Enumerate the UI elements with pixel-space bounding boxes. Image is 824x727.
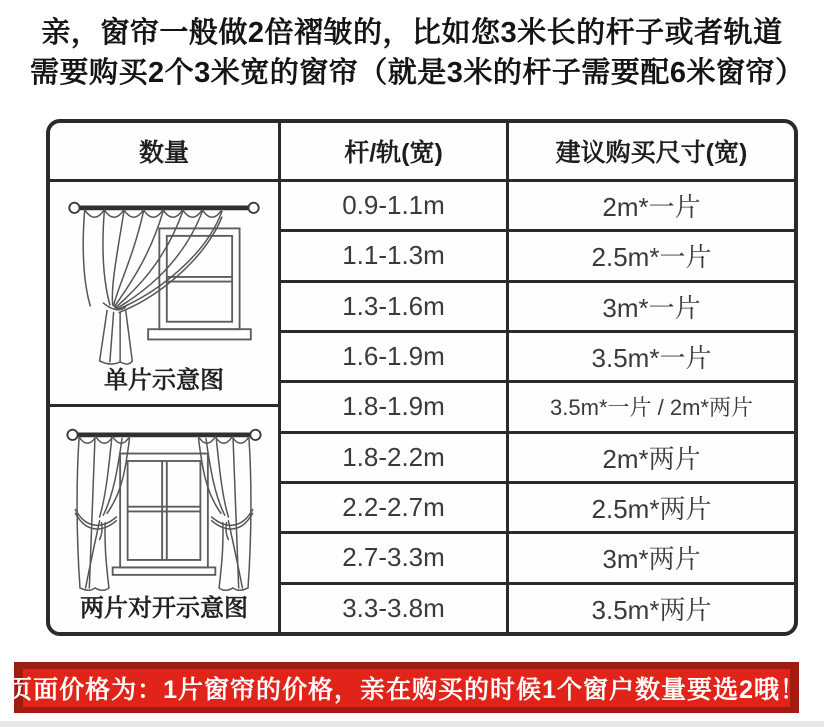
single-panel-cell bbox=[50, 182, 278, 407]
single-panel-curtain-drawing bbox=[66, 187, 262, 365]
rod-width-value: 2.7-3.3m bbox=[281, 534, 509, 581]
single-panel-label: 单片示意图 bbox=[104, 367, 224, 394]
suggested-size-value: 2m*两片 bbox=[602, 443, 701, 474]
double-panel-curtain-icon bbox=[56, 411, 272, 594]
header-rod-width: 杆/轨(宽) bbox=[281, 123, 509, 179]
table-row bbox=[281, 585, 794, 632]
table-header-row bbox=[50, 123, 794, 182]
rod-width-value: 2.2-2.7m bbox=[281, 484, 509, 531]
intro-text bbox=[30, 13, 805, 93]
rod-width-value: 1.1-1.3m bbox=[281, 232, 509, 279]
suggested-size-value: 2m*一片 bbox=[602, 192, 701, 223]
price-notice-text: 页面价格为：1片窗帘的价格，亲在购买的时候1个窗户数量要选2哦！ bbox=[7, 676, 806, 704]
table-row bbox=[281, 232, 794, 282]
rod-width-value: 3.3-3.8m bbox=[281, 585, 509, 632]
intro-line-1: 亲，窗帘一般做2倍褶皱的，比如您3米长的杆子或者轨道 bbox=[41, 17, 783, 49]
price-notice-banner-inner bbox=[7, 669, 806, 707]
suggested-size-value: 3m*一片 bbox=[602, 292, 701, 323]
header-suggested-size: 建议购买尺寸(宽) bbox=[555, 139, 748, 167]
table-body bbox=[50, 182, 794, 632]
rod-width-value: 1.3-1.6m bbox=[281, 283, 509, 330]
table-rows bbox=[281, 182, 794, 632]
suggested-size-value: 3m*两片 bbox=[602, 544, 701, 575]
double-panel-cell bbox=[50, 407, 278, 632]
bottom-edge-strip bbox=[0, 721, 824, 727]
table-row bbox=[281, 383, 794, 433]
single-panel-curtain-icon bbox=[56, 186, 272, 366]
rod-width-value: 0.9-1.1m bbox=[281, 182, 509, 229]
table-row bbox=[281, 484, 794, 534]
size-guide-table bbox=[46, 119, 798, 636]
table-row bbox=[281, 182, 794, 232]
intro-line-2: 需要购买2个3米宽的窗帘（就是3米的杆子需要配6米窗帘） bbox=[30, 57, 805, 89]
illustration-column bbox=[50, 182, 281, 632]
rod-width-value: 1.6-1.9m bbox=[281, 333, 509, 380]
suggested-size-value: 2.5m*一片 bbox=[591, 242, 712, 273]
suggested-size-value: 3.5m*一片 / 2m*两片 bbox=[550, 395, 753, 421]
table-row bbox=[281, 434, 794, 484]
price-notice-banner bbox=[7, 662, 806, 713]
table-row bbox=[281, 333, 794, 383]
double-panel-curtain-drawing bbox=[66, 412, 262, 594]
double-panel-label: 两片对开示意图 bbox=[80, 595, 248, 622]
header-quantity: 数量 bbox=[50, 123, 281, 179]
table-row bbox=[281, 283, 794, 333]
table-row bbox=[281, 534, 794, 584]
rod-width-value: 1.8-2.2m bbox=[281, 434, 509, 481]
suggested-size-value: 2.5m*两片 bbox=[591, 494, 712, 525]
suggested-size-value: 3.5m*一片 bbox=[591, 343, 712, 374]
rod-width-value: 1.8-1.9m bbox=[281, 383, 509, 430]
suggested-size-value: 3.5m*两片 bbox=[591, 594, 712, 625]
